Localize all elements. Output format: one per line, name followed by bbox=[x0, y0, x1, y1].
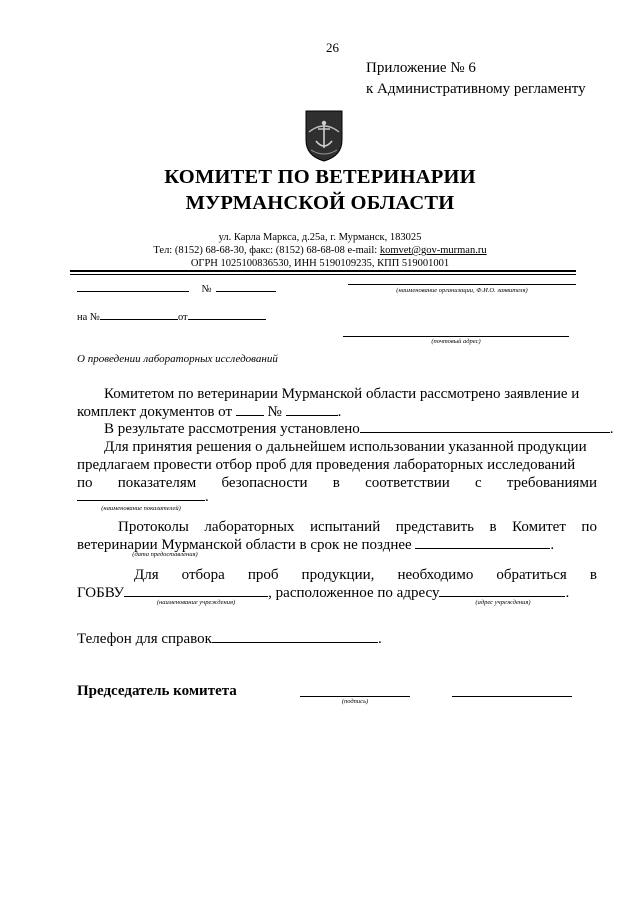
p1-number-sign: № bbox=[267, 404, 282, 420]
p3-word: по bbox=[77, 475, 93, 491]
outgoing-number-blank[interactable] bbox=[216, 281, 276, 292]
institution-blank[interactable] bbox=[124, 586, 268, 597]
p4-line-2: ветеринарии Мурманской области в срок не позднее . bbox=[77, 537, 555, 553]
docs-date-blank[interactable] bbox=[236, 405, 264, 416]
postal-address-caption: (почтовый адрес) bbox=[431, 338, 481, 345]
reply-number-blank[interactable] bbox=[100, 309, 178, 320]
postal-address-blank[interactable] bbox=[343, 336, 569, 337]
org-contacts-text: Тел: (8152) 68-68-30, факс: (8152) 68-68-08 e-mail: bbox=[153, 245, 380, 256]
outgoing-date-blank[interactable] bbox=[77, 281, 189, 292]
p3-word: с bbox=[475, 475, 482, 491]
p1-docs-text: комплект документов от bbox=[77, 404, 233, 420]
indicators-blank[interactable] bbox=[77, 490, 205, 501]
org-email-link[interactable]: komvet@gov-murman.ru bbox=[379, 245, 487, 256]
p5-word: Для bbox=[134, 567, 159, 583]
p2-text: В результате рассмотрения установлено bbox=[104, 421, 360, 437]
phone-blank[interactable] bbox=[212, 632, 378, 643]
p3-line-1: Для принятия решения о дальнейшем использовании указанной продукции bbox=[104, 439, 587, 455]
p4-word: в bbox=[489, 519, 497, 535]
date-caption: (дата предоставления) bbox=[132, 551, 198, 558]
phone-label: Телефон для справок bbox=[77, 631, 212, 647]
p2-line: В результате рассмотрения установлено . bbox=[104, 421, 614, 437]
p3-word: требованиями bbox=[506, 475, 597, 491]
p3-word: безопасности bbox=[221, 475, 308, 491]
header-divider bbox=[70, 270, 576, 272]
p3-word: показателям bbox=[117, 475, 197, 491]
chairman-title: Председатель комитета bbox=[77, 683, 237, 699]
recipient-blank[interactable] bbox=[348, 284, 576, 285]
p5-word: продукции, bbox=[301, 567, 375, 583]
p4-word: представить bbox=[395, 519, 474, 535]
p4-line-1 bbox=[118, 518, 597, 537]
outgoing-number-row bbox=[77, 281, 276, 295]
deadline-blank[interactable] bbox=[415, 538, 550, 549]
docs-number-blank[interactable] bbox=[286, 405, 338, 416]
appendix-block bbox=[366, 58, 586, 100]
number-sign: № bbox=[201, 284, 212, 295]
recipient-caption: (наименование организации, Ф.И.О. заявителя) bbox=[396, 287, 528, 294]
header-divider-thin bbox=[70, 274, 576, 275]
signature-blank[interactable] bbox=[300, 696, 410, 697]
p4-word: лабораторных bbox=[204, 519, 295, 535]
established-blank[interactable] bbox=[360, 422, 610, 433]
p5-word: в bbox=[589, 567, 597, 583]
p4-word: Протоколы bbox=[118, 519, 189, 535]
p5-line-2: ГОБВУ , расположенное по адресу . bbox=[77, 585, 570, 601]
p4-word: по bbox=[581, 519, 597, 535]
p4-deadline-text: ветеринарии Мурманской области в срок не позднее bbox=[77, 537, 412, 553]
on-number-label: на № bbox=[77, 312, 100, 323]
p4-word: испытаний bbox=[309, 519, 381, 535]
p1-line-1: Комитетом по ветеринарии Мурманской области рассмотрено заявление и bbox=[104, 386, 580, 402]
appendix-line-1: Приложение № 6 bbox=[366, 60, 476, 76]
org-address: ул. Карла Маркса, д.25а, г. Мурманск, 183025 bbox=[218, 232, 422, 243]
signer-name-blank[interactable] bbox=[452, 696, 572, 697]
institution-caption: (наименование учреждения) bbox=[156, 599, 236, 606]
org-title-line-2: МУРМАНСКОЙ ОБЛАСТИ bbox=[185, 192, 455, 214]
reply-to-row bbox=[77, 309, 266, 323]
page-number: 26 bbox=[326, 40, 339, 55]
indicators-caption: (наименование показателей) bbox=[101, 505, 181, 512]
p5-address-text: , расположенное по адресу bbox=[268, 585, 440, 601]
p5-line-1 bbox=[134, 566, 597, 585]
org-registry: ОГРН 1025100836530, ИНН 5190109235, КПП 519001001 bbox=[190, 258, 450, 269]
p3-line-2: предлагаем провести отбор проб для проведения лабораторных исследований bbox=[77, 457, 576, 473]
p4-word: Комитет bbox=[512, 519, 566, 535]
institution-address-blank[interactable] bbox=[439, 586, 565, 597]
appendix-line-2: к Административному регламенту bbox=[366, 81, 586, 97]
p5-institution-prefix: ГОБВУ bbox=[77, 585, 125, 601]
p5-word: отбора bbox=[181, 567, 225, 583]
phone-row: Телефон для справок . bbox=[77, 631, 382, 647]
institution-address-caption: (адрес учреждения) bbox=[475, 599, 531, 606]
p3-word: в bbox=[332, 475, 340, 491]
from-label: от bbox=[177, 312, 188, 323]
letter-subject: О проведении лабораторных исследований bbox=[77, 353, 278, 365]
murmansk-coat-of-arms-icon bbox=[305, 110, 343, 162]
org-contacts bbox=[120, 244, 520, 257]
p3-word: соответствии bbox=[365, 475, 450, 491]
p5-word: необходимо bbox=[397, 567, 474, 583]
signature-caption: (подпись) bbox=[341, 698, 369, 705]
reply-date-blank[interactable] bbox=[188, 309, 266, 320]
p5-word: обратиться bbox=[496, 567, 567, 583]
indicators-row: . bbox=[77, 488, 209, 507]
p1-line-2: комплект документов от № . bbox=[77, 404, 342, 420]
org-title-line-1: КОМИТЕТ ПО ВЕТЕРИНАРИИ bbox=[164, 166, 476, 188]
p5-word: проб bbox=[247, 567, 279, 583]
